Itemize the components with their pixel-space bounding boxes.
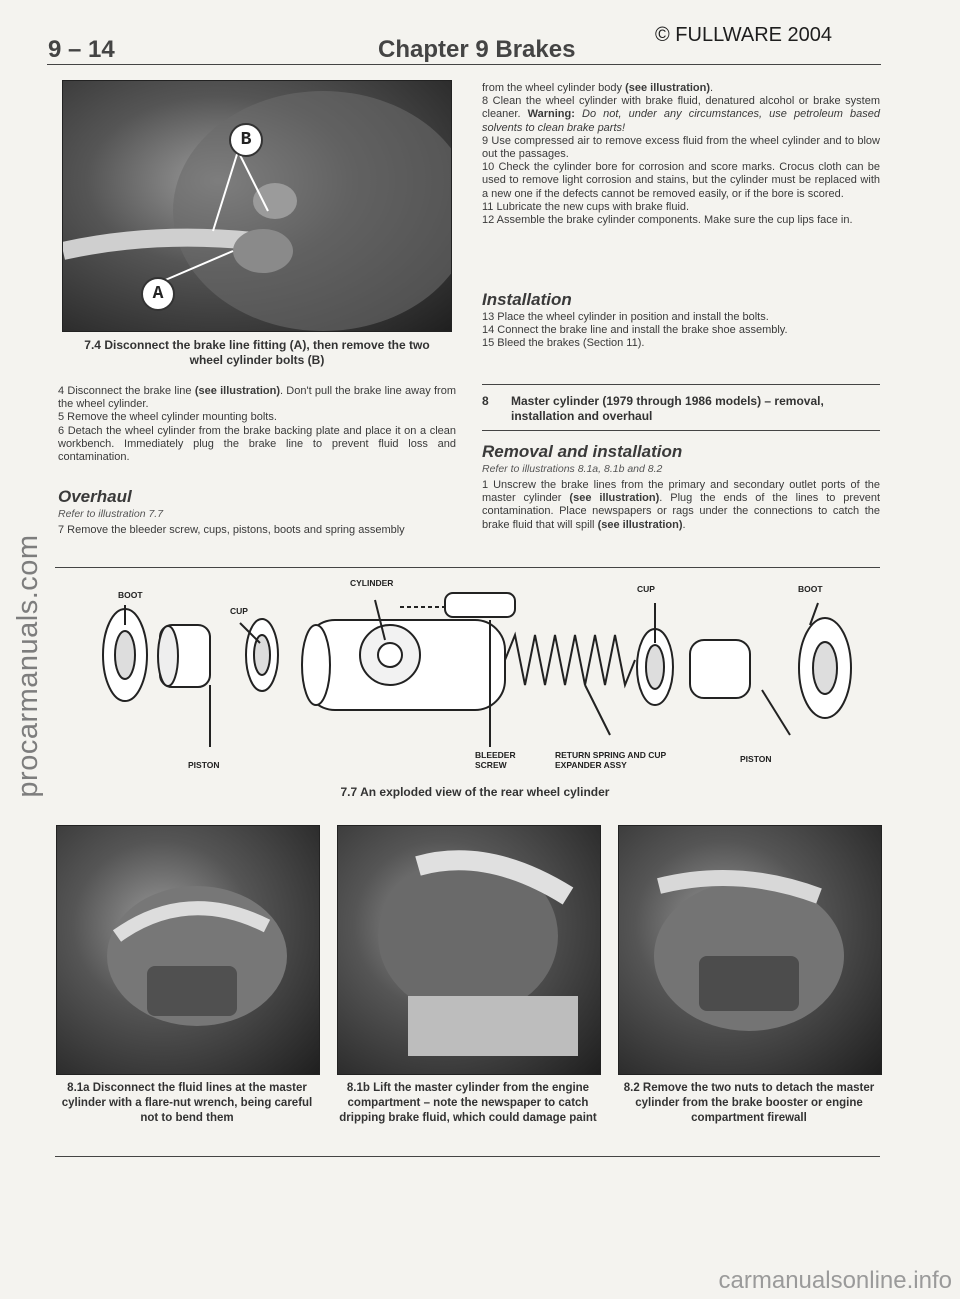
label-bleeder-1: BLEEDER bbox=[475, 750, 516, 760]
section-8-title: Master cylinder (1979 through 1986 models) – removal, installation and overhaul bbox=[511, 394, 824, 423]
section-8-bottom-rule bbox=[482, 430, 880, 431]
chapter-title: Chapter 9 Brakes bbox=[378, 36, 576, 63]
step-14: 14 Connect the brake line and install the brake shoe assembly. bbox=[482, 324, 788, 337]
step-6: 6 Detach the wheel cylinder from the brake backing plate and place it on a clean workbench. Immediately plug the brake line to prevent fluid loss and contamination. bbox=[58, 424, 456, 464]
label-boot-right: BOOT bbox=[798, 584, 823, 594]
label-boot-left: BOOT bbox=[118, 590, 143, 600]
photo-7-4 bbox=[62, 80, 452, 332]
step-4: 4 Disconnect the brake line (see illustration). Don't pull the brake line away from the wheel cylinder. bbox=[58, 385, 456, 411]
photo-8-2 bbox=[618, 825, 882, 1075]
installation-text bbox=[482, 311, 880, 351]
section-8-top-rule bbox=[482, 384, 880, 385]
step-7: 7 Remove the bleeder screw, cups, pistons, boots and spring assembly bbox=[58, 524, 405, 536]
step-8: 8 Clean the wheel cylinder with brake fluid, denatured alcohol or brake system cleaner. Warning: Do not, under any circumstances, use petroleum based solvents to clean brake parts! bbox=[482, 95, 880, 134]
label-cup-right: CUP bbox=[637, 584, 655, 594]
section-8-number: 8 bbox=[482, 394, 489, 408]
photo-7-4-drawing bbox=[63, 81, 451, 331]
step-12: 12 Assemble the brake cylinder components. Make sure the cup lips face in. bbox=[482, 214, 853, 227]
removal-ref: Refer to illustrations 8.1a, 8.1b and 8.2 bbox=[482, 463, 663, 475]
photo-8-2-drawing bbox=[619, 826, 881, 1074]
exploded-diagram bbox=[90, 585, 870, 775]
label-return-2: EXPANDER ASSY bbox=[555, 760, 627, 770]
side-watermark: procarmanuals.com bbox=[12, 534, 44, 798]
overhaul-ref: Refer to illustration 7.7 bbox=[58, 508, 164, 520]
removal-heading: Removal and installation bbox=[482, 442, 683, 461]
installation-heading: Installation bbox=[482, 290, 572, 309]
label-bleeder-2: SCREW bbox=[475, 760, 507, 770]
step-11: 11 Lubricate the new cups with brake fluid. bbox=[482, 200, 690, 213]
caption-8-2: 8.2 Remove the two nuts to detach the master cylinder from the brake booster or engine compartment firewall bbox=[623, 1082, 875, 1124]
label-return-1: RETURN SPRING AND CUP bbox=[555, 750, 667, 760]
footer-rule bbox=[55, 1156, 880, 1157]
step-1: 1 Unscrew the brake lines from the primary and secondary outlet ports of the master cylinder (see illustration). Plug the ends of the lines to prevent contamination. Place newspapers or rags under the connections to catch the brake fluid that will spill (see illustration). bbox=[482, 479, 881, 531]
callout-b: B bbox=[229, 123, 263, 157]
caption-7-4: 7.4 Disconnect the brake line fitting (A), then remove the two wheel cylinder bolts (B) bbox=[84, 338, 430, 367]
step-7-cont: from the wheel cylinder body (see illustration). bbox=[482, 82, 714, 94]
left-column-text bbox=[58, 385, 456, 464]
right-column-text bbox=[482, 82, 880, 227]
step-10: 10 Check the cylinder bore for corrosion and score marks. Crocus cloth can be used to remove light corrosion and stains, but the cylinder must be replaced with a new one if the defects cannot be removed easily, or if the bore is scored. bbox=[482, 161, 880, 200]
page-number: 9 – 14 bbox=[48, 36, 115, 63]
step-5: 5 Remove the wheel cylinder mounting bolts. bbox=[58, 411, 277, 424]
callout-a: A bbox=[141, 277, 175, 311]
footer-watermark: carmanualsonline.info bbox=[718, 1267, 952, 1294]
copyright-notice: © FULLWARE 2004 bbox=[655, 24, 833, 46]
step-13: 13 Place the wheel cylinder in position and install the bolts. bbox=[482, 311, 769, 323]
caption-8-1a: 8.1a Disconnect the fluid lines at the master cylinder with a flare-nut wrench, being careful not to bend them bbox=[61, 1082, 313, 1124]
step-15: 15 Bleed the brakes (Section 11). bbox=[482, 337, 645, 350]
label-piston-right: PISTON bbox=[740, 754, 772, 764]
photo-8-1a bbox=[56, 825, 320, 1075]
step-9: 9 Use compressed air to remove excess fluid from the wheel cylinder and to blow out the passages. bbox=[482, 134, 880, 161]
photo-8-1b-drawing bbox=[338, 826, 600, 1074]
label-cup-left: CUP bbox=[230, 606, 248, 616]
overhaul-heading: Overhaul bbox=[58, 487, 132, 506]
label-piston-left: PISTON bbox=[188, 760, 220, 770]
photo-8-1a-drawing bbox=[57, 826, 319, 1074]
header-rule bbox=[47, 64, 881, 65]
caption-8-1b: 8.1b Lift the master cylinder from the engine compartment – note the newspaper to catch dripping brake fluid, which could damage paint bbox=[339, 1082, 597, 1124]
photo-8-1b bbox=[337, 825, 601, 1075]
diagram-top-rule bbox=[55, 567, 880, 568]
label-cylinder: CYLINDER bbox=[350, 578, 394, 588]
caption-7-7: 7.7 An exploded view of the rear wheel cylinder bbox=[340, 785, 610, 799]
